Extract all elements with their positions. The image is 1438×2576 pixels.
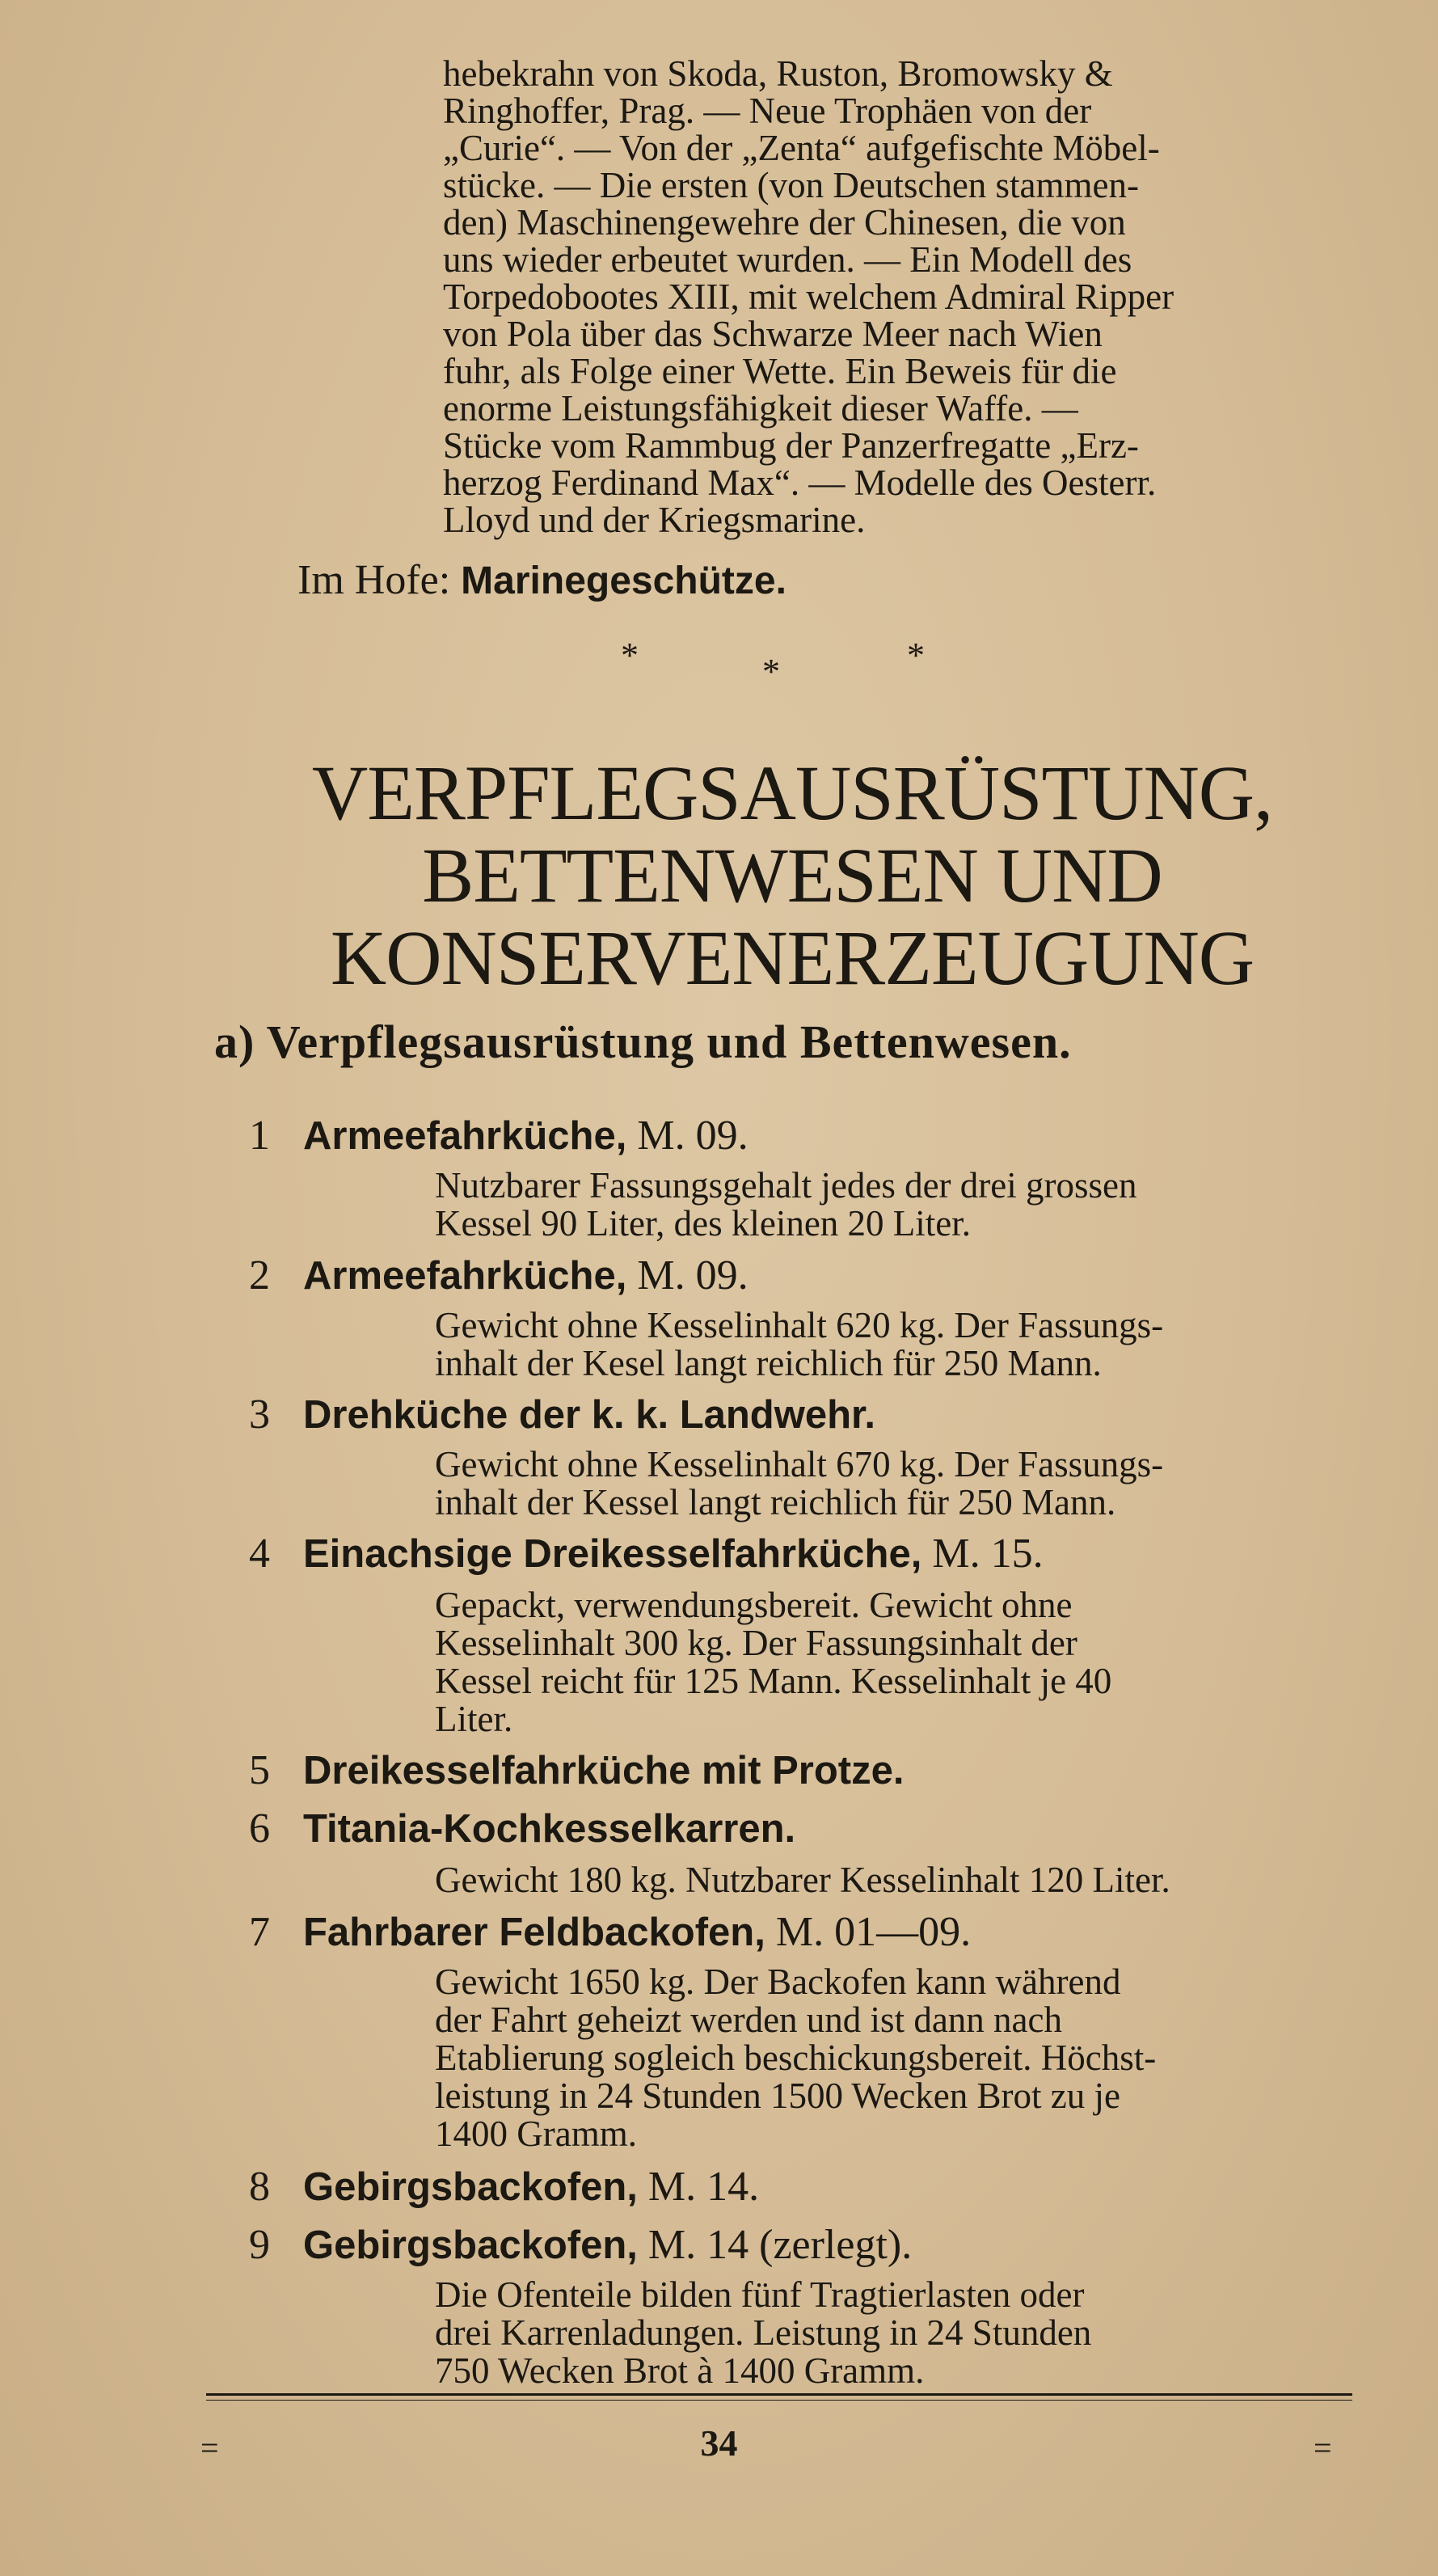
item-heading	[249, 1252, 749, 1299]
item-name: Gebirgsbackofen,	[303, 2223, 638, 2267]
intro-line: hebekrahn von Skoda, Ruston, Bromowsky &	[443, 53, 1113, 94]
separator-star: *	[907, 636, 925, 675]
item-name: Dreikesselfahrküche mit Protze.	[303, 1749, 905, 1793]
title-line: KONSERVENERZEUGUNG	[330, 914, 1255, 1001]
description-line: inhalt der Kesel langt reichlich für 250 Mann.	[435, 1343, 1102, 1383]
intro-line: herzog Ferdinand Max“. — Modelle des Oesterr.	[443, 462, 1157, 503]
intro-line: Torpedobootes XIII, mit welchem Admiral Ripper	[443, 277, 1174, 317]
description-line: Gewicht ohne Kesselinhalt 620 kg. Der Fassungs-	[435, 1305, 1164, 1345]
item-description	[435, 1586, 1352, 1738]
description-line: Die Ofenteile bilden fünf Tragtierlasten oder	[435, 2274, 1085, 2315]
description-line: drei Karrenladungen. Leistung in 24 Stunden	[435, 2312, 1092, 2353]
subsection-title: a) Verpflegsausrüstung und Bettenwesen.	[214, 1016, 1072, 1068]
item-description	[435, 2276, 1352, 2390]
description-line: Gewicht ohne Kesselinhalt 670 kg. Der Fassungs-	[435, 1444, 1164, 1484]
item-name: Gebirgsbackofen,	[303, 2165, 638, 2209]
im-hofe-line	[297, 556, 786, 604]
item-model: M. 09.	[637, 1113, 749, 1159]
item-number: 1	[249, 1113, 270, 1159]
description-line: inhalt der Kessel langt reichlich für 250 Mann.	[435, 1482, 1116, 1522]
item-model: M. 14.	[647, 2164, 760, 2210]
intro-line: Lloyd und der Kriegsmarine.	[443, 500, 866, 540]
intro-paragraph	[443, 55, 1353, 538]
item-description	[435, 1861, 1352, 1899]
item-name: Fahrbarer Feldbackofen,	[303, 1911, 765, 1954]
footer-right-mark: =	[1314, 2430, 1332, 2466]
description-line: Kessel reicht für 125 Mann. Kesselinhalt je 40	[435, 1661, 1112, 1701]
item-name: Drehküche der k. k. Landwehr.	[303, 1393, 876, 1437]
item-description	[435, 1446, 1352, 1522]
item-number: 9	[249, 2222, 270, 2268]
intro-line: Ringhoffer, Prag. — Neue Trophäen von der	[443, 91, 1092, 131]
item-name: Titania-Kochkesselkarren.	[303, 1807, 796, 1851]
description-line: Liter.	[435, 1699, 513, 1739]
description-line: Etablierung sogleich beschickungsbereit. Höchst-	[435, 2038, 1157, 2078]
item-heading	[249, 1530, 1044, 1577]
footer-rule	[206, 2393, 1352, 2396]
description-line: Kessel 90 Liter, des kleinen 20 Liter.	[435, 1203, 972, 1244]
description-line: Kesselinhalt 300 kg. Der Fassungsinhalt der	[435, 1623, 1077, 1663]
item-name: Armeefahrküche,	[303, 1254, 627, 1298]
item-description	[435, 1307, 1352, 1383]
description-line: 750 Wecken Brot à 1400 Gramm.	[435, 2350, 925, 2391]
item-model: M. 01—09.	[775, 1909, 972, 1955]
intro-line: von Pola über das Schwarze Meer nach Wien	[443, 314, 1103, 354]
section-title	[234, 752, 1350, 999]
intro-line: fuhr, als Folge einer Wette. Ein Beweis für die	[443, 351, 1117, 391]
intro-line: Stücke vom Rammbug der Panzerfregatte „Erz-	[443, 425, 1139, 466]
description-line: leistung in 24 Stunden 1500 Wecken Brot zu je	[435, 2076, 1120, 2116]
intro-line: stücke. — Die ersten (von Deutschen stammen-	[443, 165, 1139, 205]
item-number: 2	[249, 1252, 270, 1299]
item-number: 6	[249, 1805, 270, 1852]
description-line: Nutzbarer Fassungsgehalt jedes der drei grossen	[435, 1165, 1137, 1206]
im-hofe-value: Marinegeschütze.	[461, 560, 786, 602]
item-number: 3	[249, 1391, 270, 1438]
separator-star: *	[621, 636, 639, 675]
im-hofe-label: Im Hofe:	[297, 557, 451, 603]
item-heading	[249, 1746, 904, 1794]
item-number: 5	[249, 1747, 270, 1793]
item-heading	[249, 1805, 795, 1852]
page-number: 34	[700, 2422, 738, 2464]
item-heading	[249, 2163, 759, 2211]
item-description	[435, 1963, 1352, 2153]
description-line: Gewicht 180 kg. Nutzbarer Kesselinhalt 120 Liter.	[435, 1860, 1170, 1900]
description-line: 1400 Gramm.	[435, 2114, 637, 2154]
footer-left-mark: =	[200, 2430, 219, 2466]
footer-rule-thin	[206, 2400, 1352, 2401]
item-number: 4	[249, 1531, 270, 1577]
description-line: der Fahrt geheizt werden und ist dann nach	[435, 2000, 1062, 2040]
item-model: M. 14 (zerlegt).	[647, 2222, 913, 2268]
item-heading	[249, 1391, 875, 1438]
item-model: M. 09.	[637, 1252, 749, 1299]
description-line: Gewicht 1650 kg. Der Backofen kann während	[435, 1962, 1121, 2002]
item-number: 8	[249, 2164, 270, 2210]
item-heading	[249, 1112, 749, 1159]
section-separator	[0, 635, 1438, 691]
item-description	[435, 1167, 1352, 1243]
item-number: 7	[249, 1909, 270, 1955]
item-name: Armeefahrküche,	[303, 1114, 627, 1158]
item-heading	[249, 1908, 971, 1956]
intro-line: „Curie“. — Von der „Zenta“ aufgefischte Möbel-	[443, 128, 1160, 168]
description-line: Gepackt, verwendungsbereit. Gewicht ohne	[435, 1585, 1073, 1625]
separator-star: *	[762, 652, 780, 691]
item-model: M. 15.	[932, 1531, 1044, 1577]
intro-line: uns wieder erbeutet wurden. — Ein Modell des	[443, 239, 1132, 280]
intro-line: den) Maschinengewehre der Chinesen, die von	[443, 202, 1126, 243]
item-name: Einachsige Dreikesselfahrküche,	[303, 1532, 922, 1576]
title-line: BETTENWESEN UND	[422, 832, 1162, 918]
intro-line: enorme Leistungsfähigkeit dieser Waffe. —	[443, 388, 1078, 429]
item-heading	[249, 2221, 912, 2269]
title-line: VERPFLEGSAUSRÜSTUNG,	[311, 750, 1273, 836]
